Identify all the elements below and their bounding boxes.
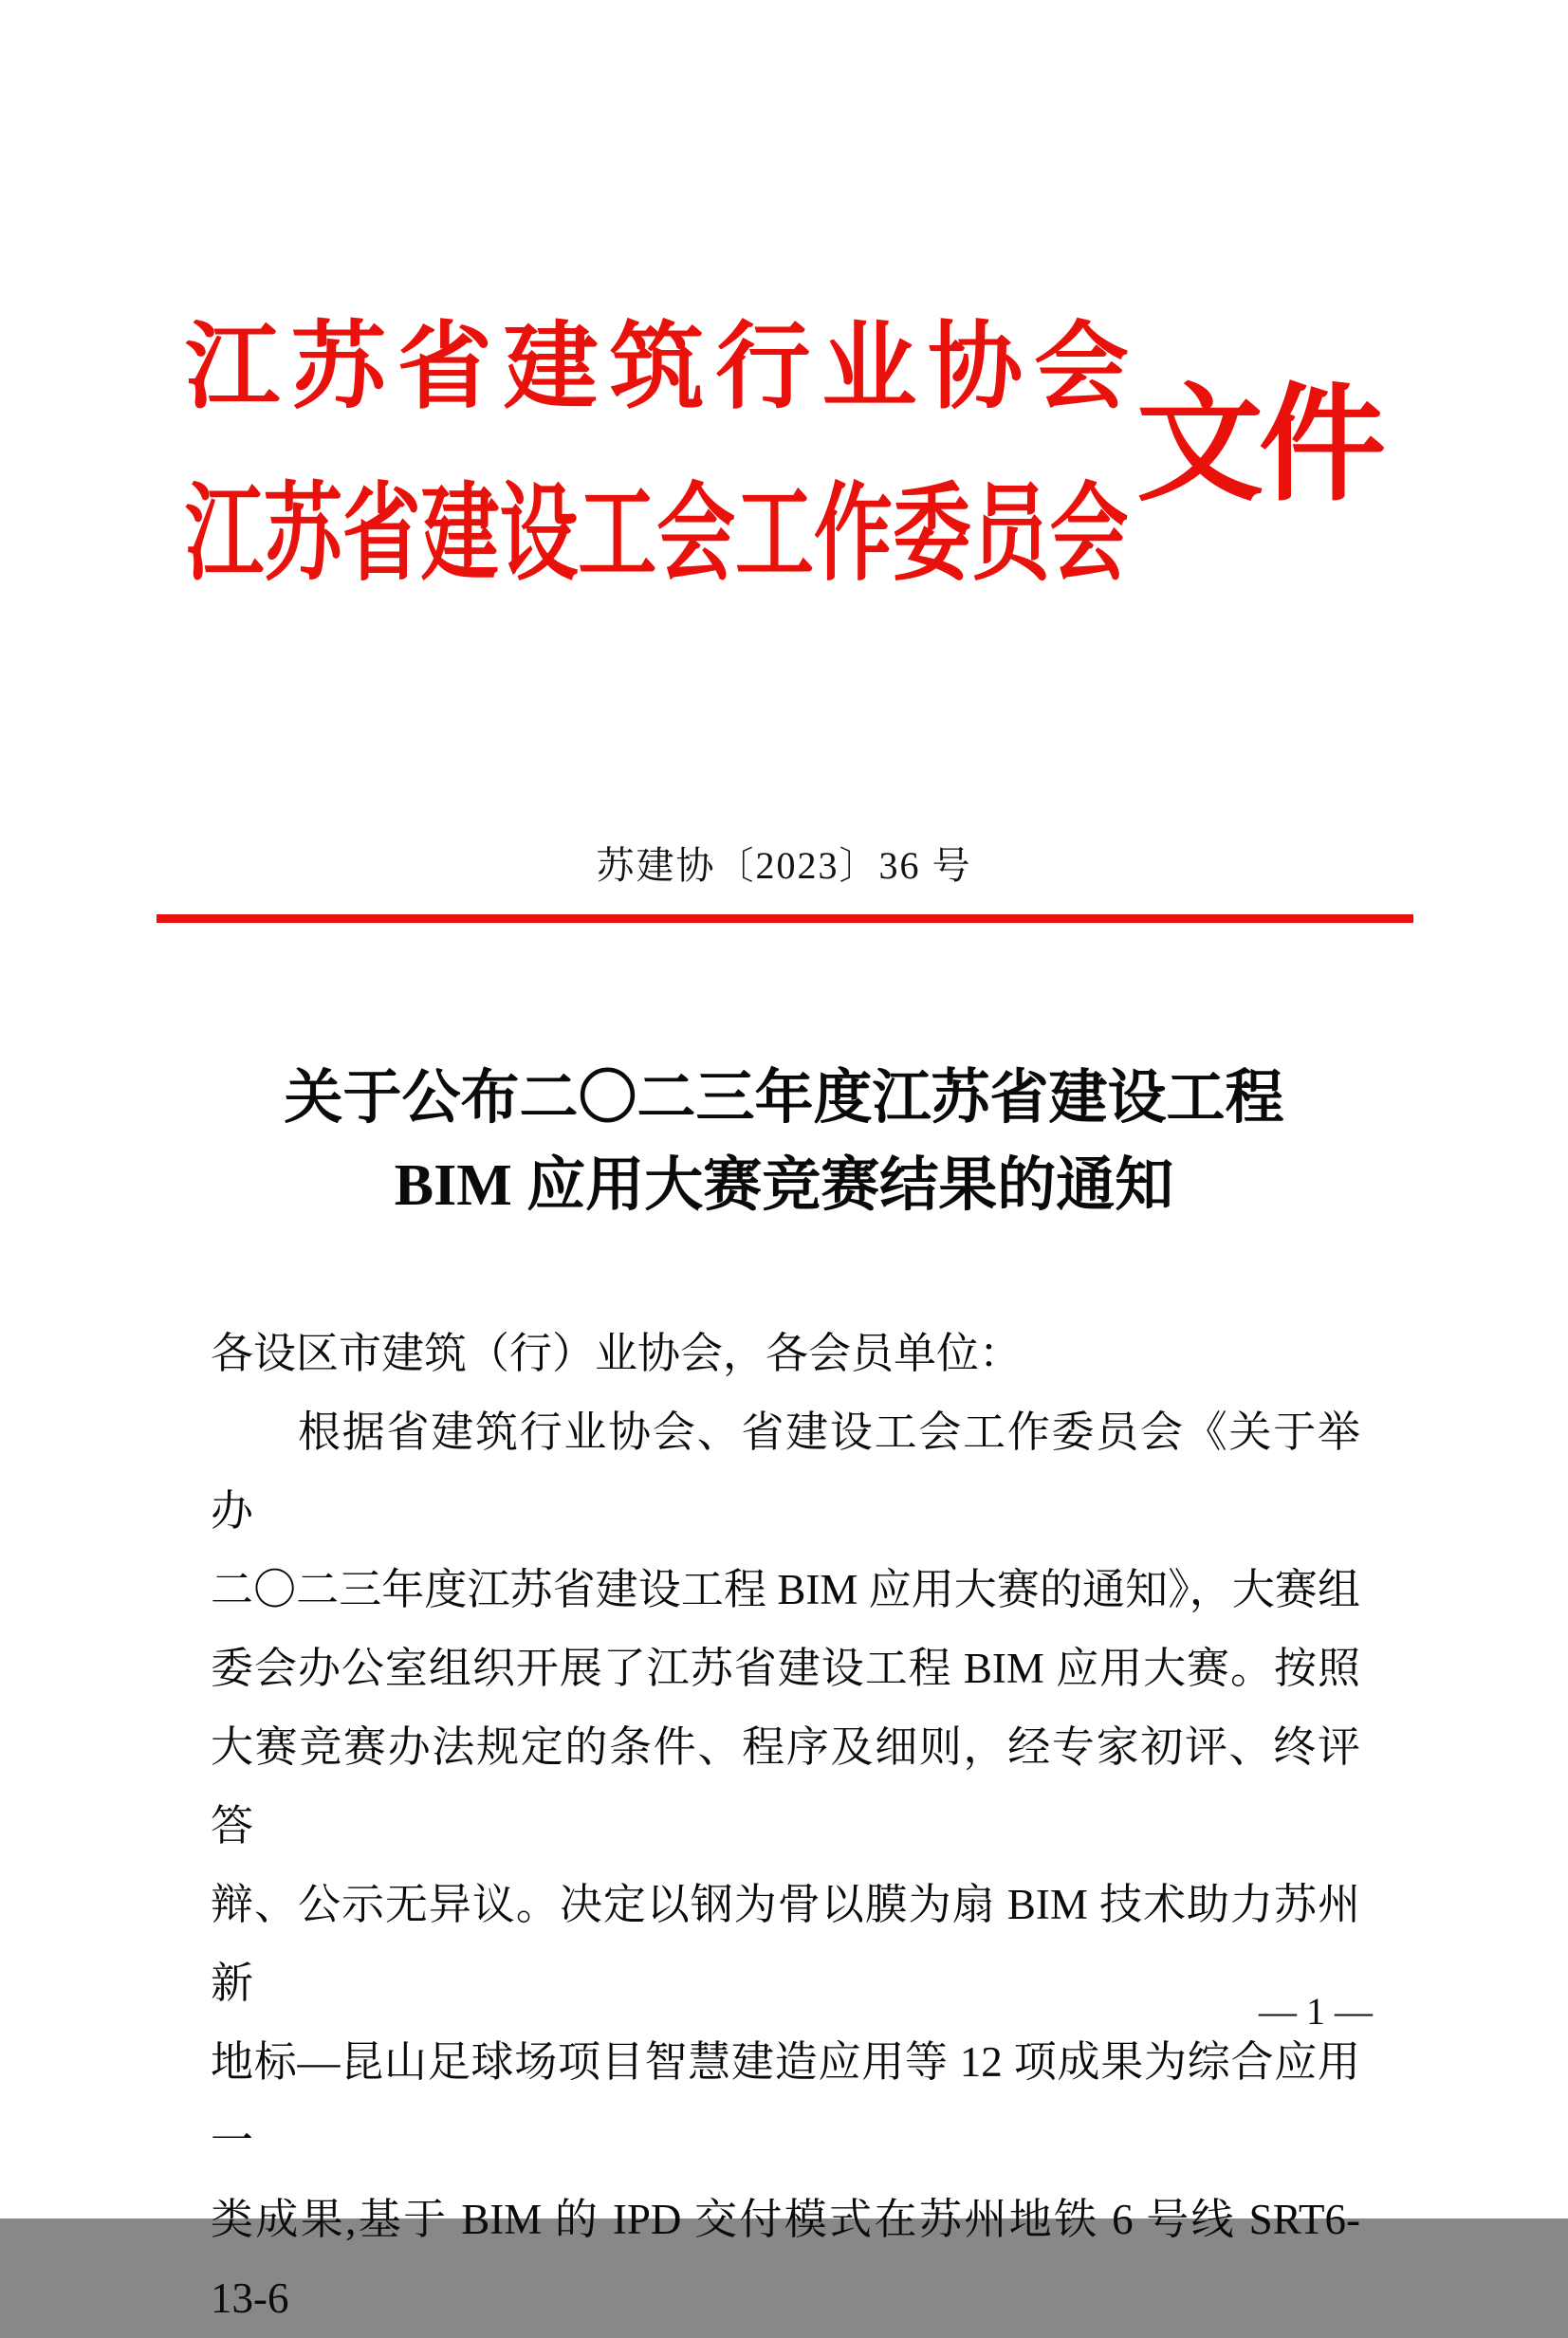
org-name-char: 筑: [609, 315, 705, 420]
document-body: [211, 1315, 1360, 2338]
document-title: [0, 1055, 1568, 1229]
org-name-char: 省: [397, 315, 492, 420]
org-name-char: 协: [928, 315, 1024, 420]
red-separator-line: [157, 914, 1413, 923]
body-line: 辩、公示无异议。决定以钢为骨以膜为扇 BIM 技术助力苏州新: [211, 1881, 1360, 2007]
body-line: 地标—昆山足球场项目智慧建造应用等 12 项成果为综合应用一: [211, 2038, 1360, 2164]
org-name-char: 会: [1034, 315, 1129, 420]
doc-type-label: 文件: [1136, 376, 1382, 516]
body-line: 二〇二三年度江苏省建设工程 BIM 应用大赛的通知》，大赛组: [211, 1566, 1360, 1613]
letterhead: [185, 315, 1129, 594]
org-name-char: 建: [503, 315, 599, 420]
org-name-char: 苏: [290, 315, 386, 420]
main-paragraph: [211, 1393, 1360, 2338]
org-name-char: 业: [821, 315, 917, 420]
body-line: 委会办公室组织开展了江苏省建设工程 BIM 应用大赛。按照: [211, 1645, 1360, 1692]
org-name-char: 江: [185, 315, 280, 420]
title-line-2: BIM 应用大赛竞赛结果的通知: [394, 1153, 1174, 1218]
body-line: 根据省建筑行业协会、省建设工会工作委员会《关于举办: [211, 1408, 1360, 1535]
title-line-1: 关于公布二〇二三年度江苏省建设工程: [284, 1066, 1284, 1131]
org-name-line-2: 江苏省建设工会工作委员会: [185, 476, 1129, 594]
body-line: 大赛竞赛办法规定的条件、程序及细则，经专家初评、终评答: [211, 1723, 1360, 1850]
body-line: 类成果,基于 BIM 的 IPD 交付模式在苏州地铁 6 号线 SRT6-13-6: [211, 2196, 1360, 2322]
org-name-line-1: [185, 315, 1129, 420]
doc-number: 苏建协〔2023〕36 号: [596, 844, 972, 887]
salutation-line: 各设区市建筑（行）业协会，各会员单位：: [211, 1330, 1023, 1377]
page-number: — 1 —: [1259, 1990, 1373, 2033]
org-name-char: 行: [715, 315, 811, 420]
